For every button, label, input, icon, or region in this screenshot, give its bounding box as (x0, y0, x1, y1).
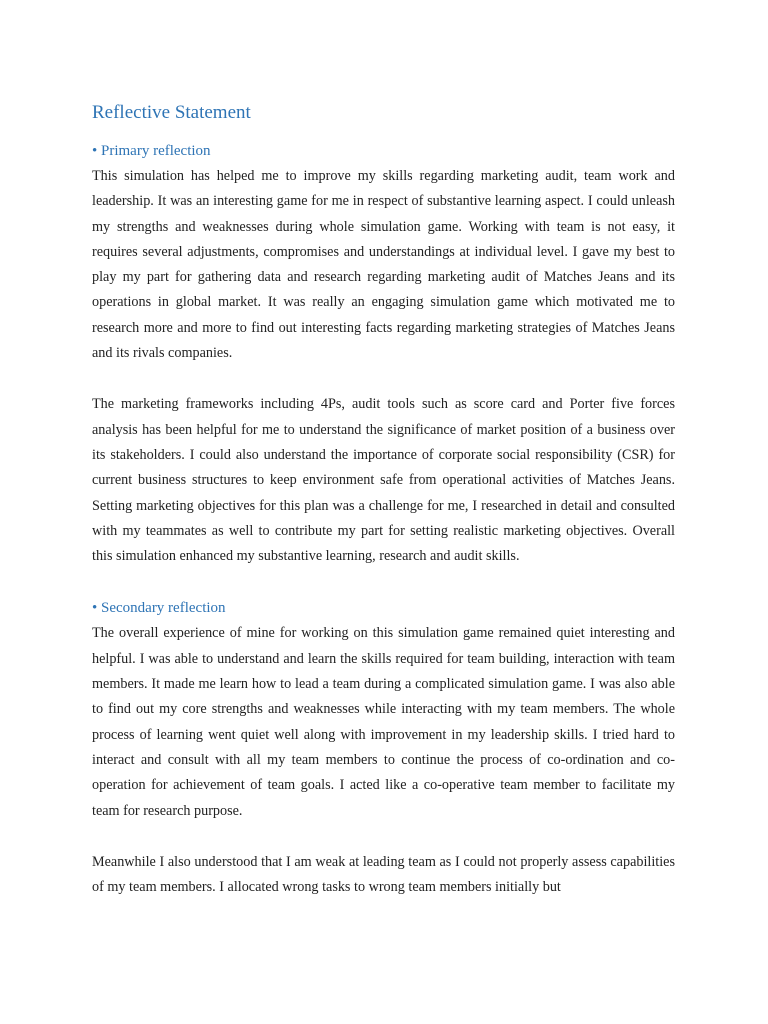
paragraph-primary-1: This simulation has helped me to improve my skills regarding marketing audit, team work and leadership. It was an interesting game for me in respect of substantive learning aspect. I could unleash my strengths and weaknesses during whole simulation game. Working with team is not easy, it requires several adjustments, compromises and understandings at individual level. I gave my best to play my part for gathering data and research regarding marketing audit of Matches Jeans and its operations in global market. It was really an engaging simulation game which motivated me to research more and more to find out interesting facts regarding marketing strategies of Matches Jeans and its rivals companies. (92, 168, 675, 362)
document-page (92, 98, 675, 900)
section-heading-primary: • Primary reflection (92, 143, 211, 159)
paragraph-spacer (92, 824, 675, 850)
section-heading-secondary: • Secondary reflection (92, 600, 226, 617)
paragraph-secondary-2: Meanwhile I also understood that I am weak at leading team as I could not properly assess capabilities of my team members. I allocated wrong tasks to wrong team members initially but (92, 853, 675, 896)
paragraph-secondary-1: The overall experience of mine for working on this simulation game remained quiet interesting and helpful. I was able to understand and learn the skills required for team building, interaction with team members. It made me learn how to lead a team during a complicated simulation game. I was also able to find out my core strengths and weaknesses while interacting with my team members. The whole process of learning went quiet well along with improvement in my leadership skills. I tried hard to interact and consult with all my team members to continue the process of co-ordination and co-operation for achievement of team goals. I acted like a co-operative team member to facilitate my team for research purpose. (92, 625, 675, 819)
paragraph-spacer (92, 366, 675, 392)
paragraph-primary-2: The marketing frameworks including 4Ps, audit tools such as score card and Porter five forces analysis has been helpful for me to understand the significance of market position of a business over its stakeholders. I could also understand the importance of corporate social responsibility (CSR) for current business structures to keep environment safe from operational activities of Matches Jeans. Setting marketing objectives for this plan was a challenge for me, I researched in detail and consulted with my teammates as well to contribute my part for setting realistic marketing objectives. Overall this simulation enhanced my substantive learning, research and audit skills. (92, 396, 675, 565)
section-spacer (92, 569, 675, 595)
document-title: Reflective Statement (92, 102, 251, 123)
